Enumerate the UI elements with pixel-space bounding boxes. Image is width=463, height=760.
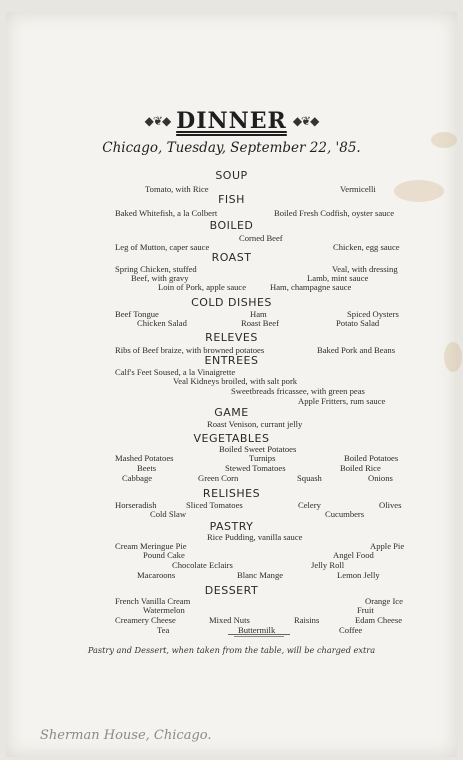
menu-item: Roast Beef	[241, 318, 279, 328]
menu-item: Ribs of Beef braize, with browned potatoes	[115, 345, 265, 355]
section-releves: RELEVES	[205, 331, 258, 344]
menu-item: Chicken, egg sauce	[333, 242, 400, 252]
section-soup: SOUP	[215, 169, 248, 182]
menu-item: Cabbage	[122, 473, 153, 483]
menu-item: Beef, with gravy	[131, 273, 189, 283]
menu-item: Horseradish	[115, 500, 157, 510]
divider-line	[228, 634, 290, 635]
menu-item: Chicken Salad	[137, 318, 187, 328]
ornament-left-icon: ◆❦◆	[144, 113, 171, 128]
menu-item: Boiled Potatoes	[344, 453, 399, 463]
menu-item: Onions	[368, 473, 393, 483]
section-boiled: BOILED	[209, 219, 254, 232]
section-game: GAME	[214, 406, 249, 419]
menu-item: Tomato, with Rice	[145, 184, 209, 194]
menu-item: Baked Whitefish, a la Colbert	[115, 208, 218, 218]
menu-date: Chicago, Tuesday, September 22, '85.	[102, 140, 361, 156]
menu-item: Tea	[157, 625, 170, 635]
divider-line	[234, 636, 284, 637]
section-entrees: ENTREES	[204, 354, 259, 367]
menu-item: Raisins	[294, 615, 320, 625]
menu-item: Squash	[297, 473, 322, 483]
menu-item: Corned Beef	[239, 233, 283, 243]
menu-item: Edam Cheese	[355, 615, 403, 625]
menu-item: Watermelon	[143, 605, 185, 615]
menu-item: Boiled Rice	[340, 463, 381, 473]
menu-item: Spring Chicken, stuffed	[115, 264, 197, 274]
menu-item: Rice Pudding, vanilla sauce	[207, 532, 303, 542]
menu-item: Veal Kidneys broiled, with salt pork	[173, 376, 298, 386]
menu-item: Lamb, mint sauce	[307, 273, 369, 283]
menu-item: Vermicelli	[340, 184, 376, 194]
menu-title-row	[0, 108, 463, 134]
menu-item: Jelly Roll	[311, 560, 345, 570]
menu-item: Orange Ice	[365, 596, 403, 606]
menu-item: Mixed Nuts	[209, 615, 250, 625]
menu-item: Macaroons	[137, 570, 176, 580]
menu-item: Celery	[298, 500, 321, 510]
menu-item: Turnips	[249, 453, 276, 463]
menu-item: Spiced Oysters	[347, 309, 399, 319]
menu-item: Stewed Tomatoes	[225, 463, 286, 473]
menu-item: Boiled Sweet Potatoes	[219, 444, 297, 454]
menu-item: Creamery Cheese	[115, 615, 176, 625]
menu-item: Leg of Mutton, caper sauce	[115, 242, 210, 252]
section-roast: ROAST	[211, 251, 252, 264]
menu-item: Cream Meringue Pie	[115, 541, 187, 551]
menu-item: Apple Pie	[370, 541, 405, 551]
menu-item: Fruit	[357, 605, 374, 615]
menu-item: Boiled Fresh Codfish, oyster sauce	[274, 208, 395, 218]
menu-item: Loin of Pork, apple sauce	[158, 282, 247, 292]
menu-item: Sweetbreads fricassee, with green peas	[231, 386, 365, 396]
menu-item: Sliced Tomatoes	[186, 500, 243, 510]
menu-title: DINNER	[176, 108, 287, 134]
menu-item: Angel Food	[333, 550, 374, 560]
menu-item: Green Corn	[198, 473, 239, 483]
menu-item: Buttermilk	[238, 625, 276, 635]
menu-item: Roast Venison, currant jelly	[207, 419, 303, 429]
menu-item: Ham, champagne sauce	[270, 282, 352, 292]
menu-item: Pound Cake	[143, 550, 185, 560]
menu-item: Cucumbers	[325, 509, 365, 519]
menu-footer-note: Pastry and Dessert, when taken from the table, will be charged extra	[87, 645, 376, 655]
section-relishes: RELISHES	[202, 487, 261, 500]
handwritten-annotation: Sherman House, Chicago.	[40, 728, 212, 743]
section-pastry: PASTRY	[209, 520, 254, 533]
menu-item: Blanc Mange	[237, 570, 284, 580]
menu-item: Mashed Potatoes	[115, 453, 174, 463]
menu-item: Potato Salad	[336, 318, 380, 328]
menu-item: Calf's Feet Soused, a la Vinaigrette	[115, 367, 236, 377]
menu-item: Apple Fritters, rum sauce	[298, 396, 386, 406]
menu-item: Beef Tongue	[115, 309, 159, 319]
menu-item: Cold Slaw	[150, 509, 187, 519]
ornament-right-icon: ◆❦◆	[292, 113, 319, 128]
menu-item: French Vanilla Cream	[115, 596, 191, 606]
section-dessert: DESSERT	[204, 584, 259, 597]
menu-item: Chocolate Eclairs	[172, 560, 233, 570]
menu-item: Baked Pork and Beans	[317, 345, 396, 355]
section-fish: FISH	[218, 193, 245, 206]
menu-item: Coffee	[339, 625, 363, 635]
menu-item: Olives	[379, 500, 402, 510]
section-cold-dishes: COLD DISHES	[191, 296, 272, 309]
menu-item: Beets	[137, 463, 157, 473]
menu-item: Veal, with dressing	[332, 264, 398, 274]
menu-item: Ham	[250, 309, 267, 319]
menu-item: Lemon Jelly	[337, 570, 380, 580]
section-vegetables: VEGETABLES	[193, 432, 270, 445]
